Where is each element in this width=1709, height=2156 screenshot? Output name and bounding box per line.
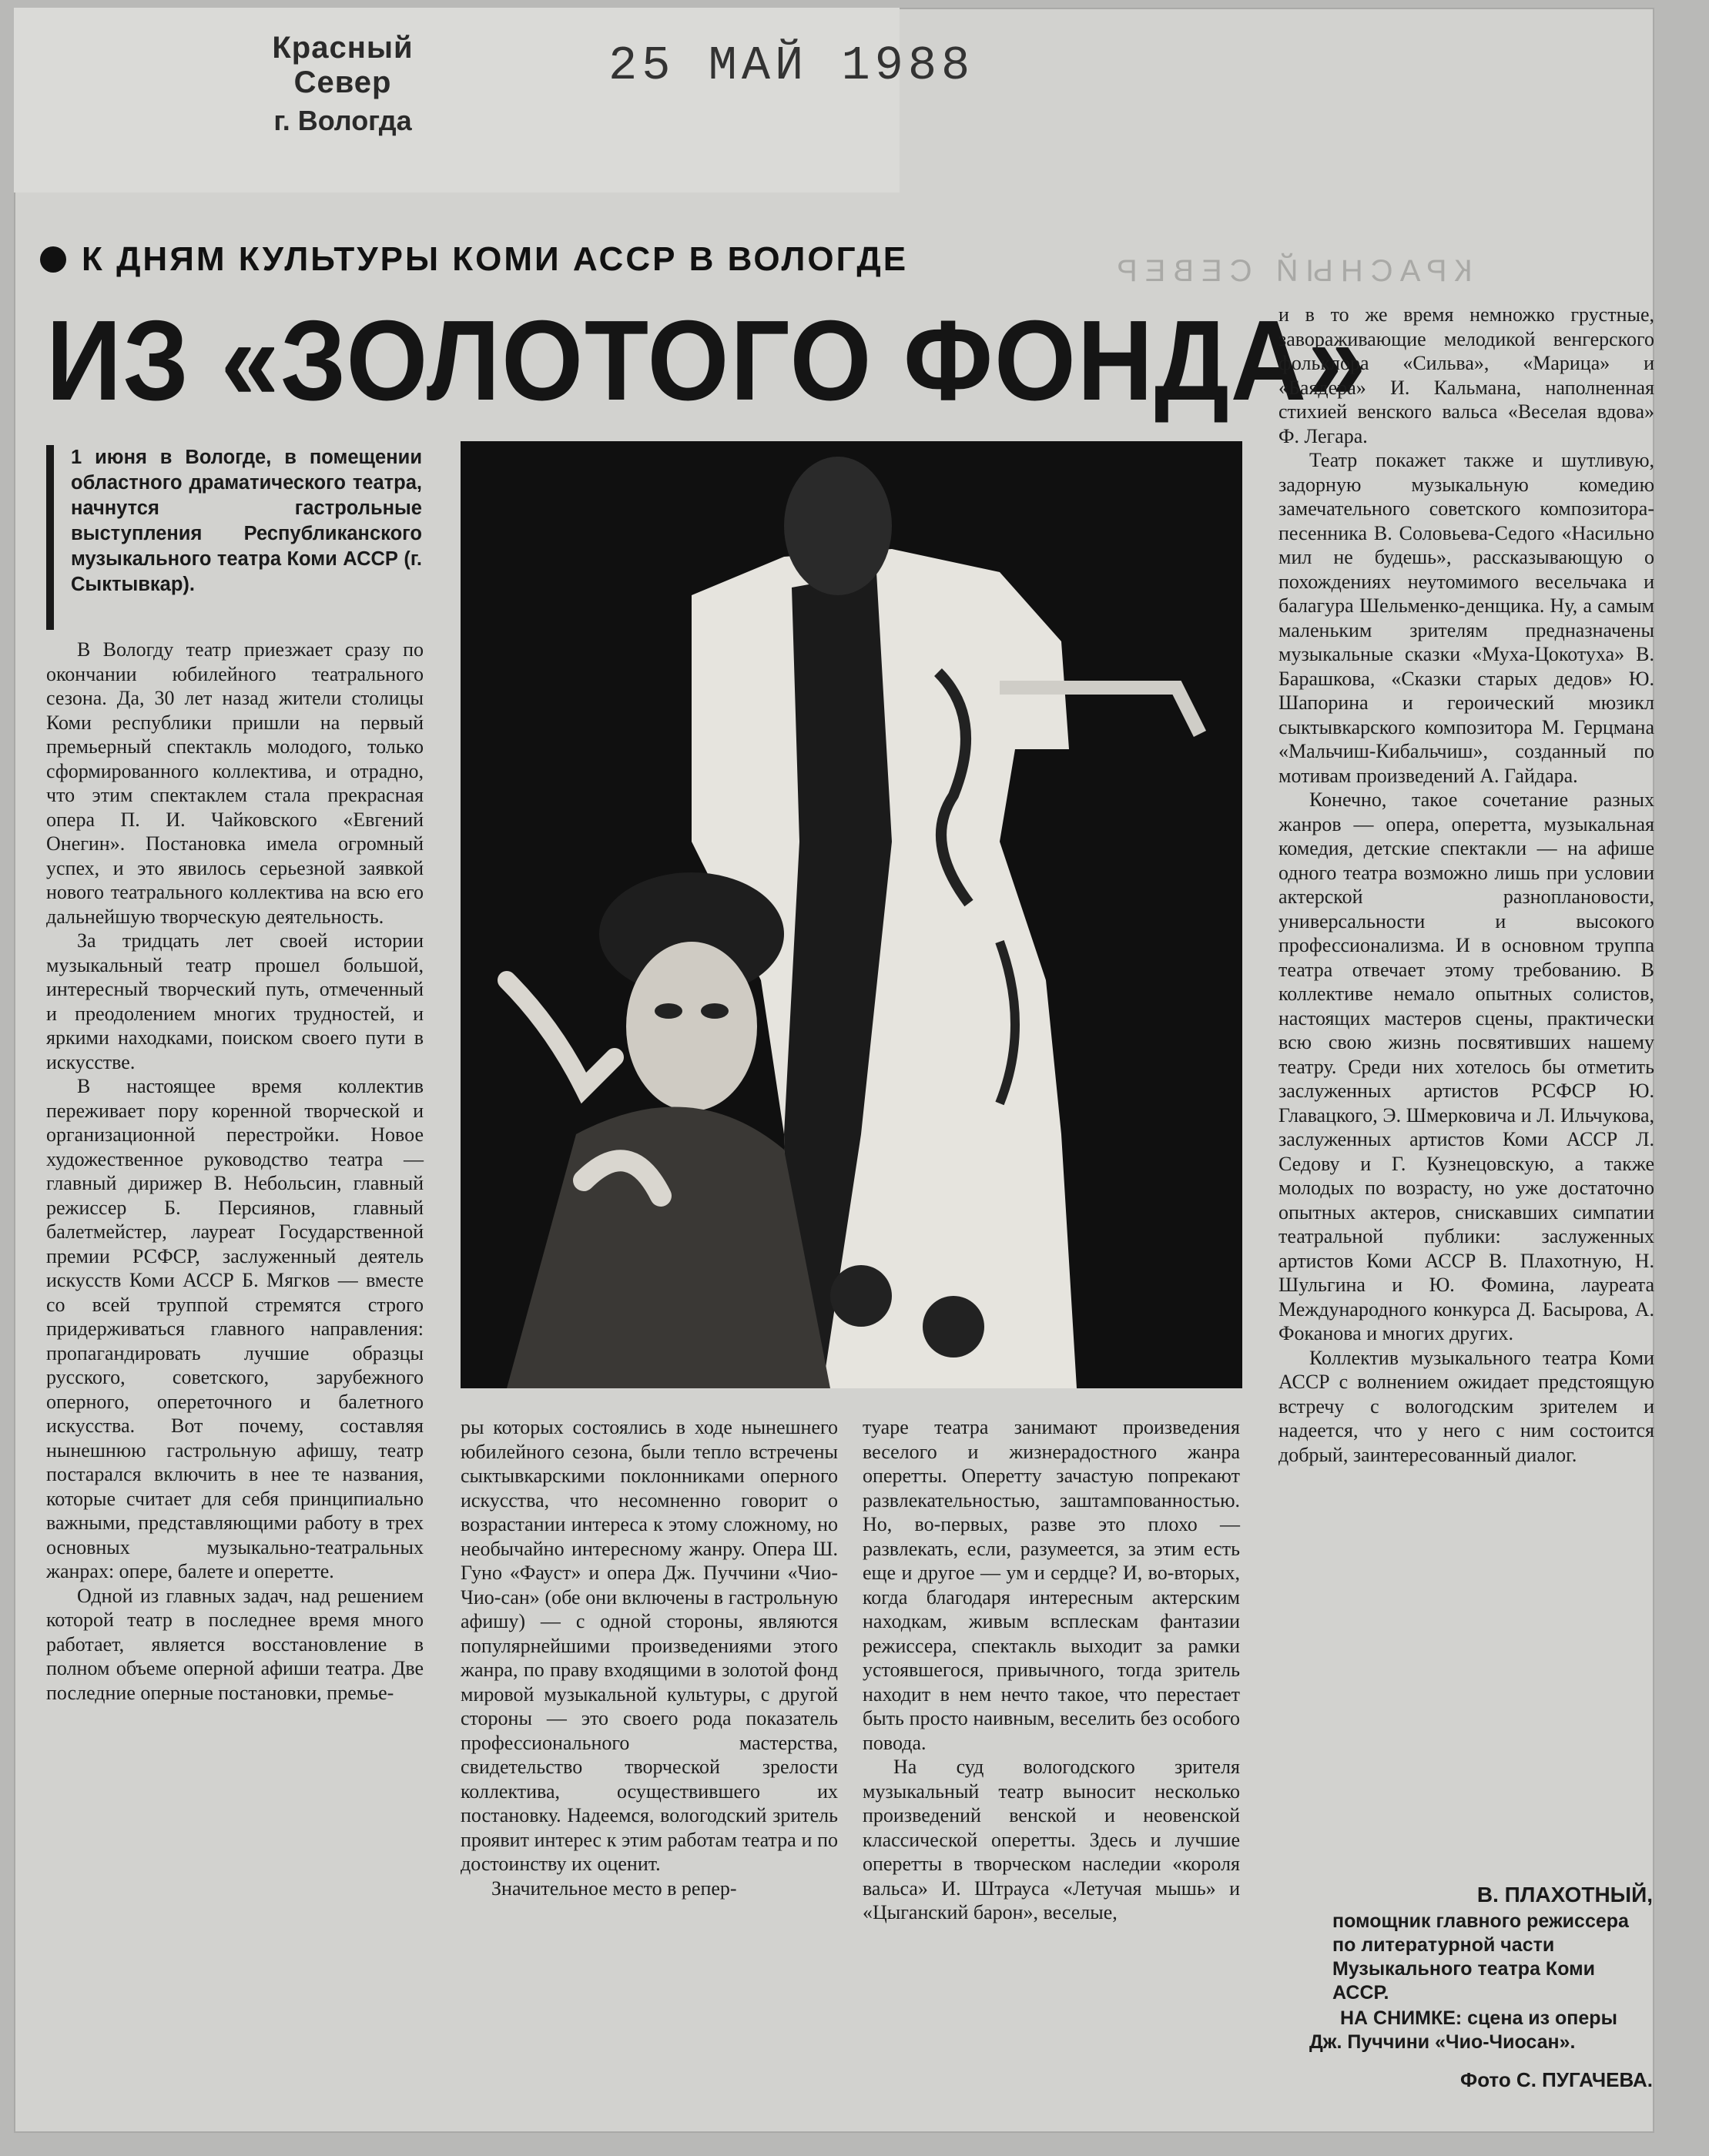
- stage-photo: [461, 441, 1242, 1388]
- bullet-icon: [40, 246, 66, 273]
- body-paragraph: В Вологду театр приезжает сразу по окончании юбилейного театрального сезона. Да, 30 лет назад жители столицы Коми республики пришли на первый премьерный спектакль молодого, только сформированного коллектива, и отрадно, что этим спектаклем стала прекрасная опера П. И. Чайковского «Евгений Онегин». Постановка имела огромный успех, и это явилось серьезной заявкой нового театрального коллектива на всю его дальнейшую творческую деятельность.: [46, 638, 424, 928]
- body-paragraph: Конечно, такое сочетание разных жанров — опера, оперетта, музыкальная комедия, детские спектакли — на афише одного театра возможно лишь при условии актерской разноплановости, универсальности и высокого профессионализма. И в основном труппа театра отвечает этому требованию. В коллективе немало опытных солистов, настоящих мастеров сцены, практически всю свою жизнь посвятивших нашему театру. Среди них хотелось бы отметить заслуженных артистов РСФСР Ю. Главацкого, Э. Шмерковича и Л. Ильчукова, заслуженных артистов Коми АССР Л. Седову и Г. Кузнецовскую, а также молодых по возрасту, но уже достаточно опытных актеров, снискавших симпатии театральной публики: заслуженных артистов Коми АССР В. Плахотную, Н. Шульгина и Ю. Фомина, лауреата Международного конкурса Д. Басырова, А. Фоканова и многих других.: [1278, 788, 1654, 1344]
- body-paragraph: Одной из главных задач, над решением которой театр в последнее время много работает, является восстановление в полном объеме оперной афиши театра. Две последние оперные постановки, премье-: [46, 1584, 424, 1704]
- article-column-4: [1278, 303, 1654, 1467]
- body-paragraph: Значительное место в репер-: [491, 1876, 737, 1900]
- masthead: [227, 31, 458, 137]
- body-paragraph: Театр покажет также и шутливую, задорную музыкальную комедию замечательного советского композитора-песенника В. Соловьева-Седого «Насильно мил не будешь», рассказывающую о похождениях неутомимого весельчака и балагура Шельменко-денщика. Ну, а самым маленьким зрителям предназначены музыкальные сказки «Муха-Цокотуха» В. Барашкова, «Сказки старых дедов» Ю. Шапорина и героический мюзикл сыктывкарского композитора М. Герцмана «Мальчиш-Кибальчиш», созданный по мотивам произведений А. Гайдара.: [1278, 449, 1654, 787]
- body-paragraph: На суд вологодского зрителя музыкальный театр выносит несколько произведений венской и неовенской классической оперетты. Здесь и лучшие оперетты в творческом наследии «короля вальса» И. Штрауса «Летучая мышь» и «Цыганский барон», веселые,: [863, 1756, 1240, 1923]
- author-name: В. ПЛАХОТНЫЙ,: [1476, 1883, 1653, 1907]
- newspaper-city: г. Вологда: [273, 105, 412, 136]
- body-paragraph: и в то же время немножко грустные, завораживающие мелодикой венгерского фольклора «Сильва», «Марица» и «Баядера» И. Кальмана, наполненная стихией венского вальса «Веселая вдова» Ф. Легара.: [1278, 303, 1654, 447]
- article-column-2: [461, 1415, 838, 1900]
- body-paragraph: За тридцать лет своей истории музыкальный театр прошел большой, интересный творческий путь, отмеченный и преодолением многих трудностей, и яркими находками, поиском своего пути в искусстве.: [46, 929, 424, 1073]
- author-role: помощник главного режиссера по литературной части Музыкального театра Коми АССР.: [1332, 1910, 1629, 2004]
- date-stamp: 25 МАЙ 1988: [608, 38, 975, 93]
- photo-credit: Фото С. ПУГАЧЕВА.: [1460, 2068, 1653, 2091]
- article-column-3: [863, 1415, 1240, 1925]
- lead-paragraph: 1 июня в Вологде, в помещении областного драматического театра, начнутся гастрольные выступления Республиканского музыкального театра Коми АССР (г. Сыктывкар).: [46, 445, 422, 630]
- rubric: [40, 240, 908, 279]
- body-paragraph: туаре театра занимают произведения веселого и жизнерадостного жанра оперетты. Оперетту зачастую попрекают развлекательностью, заштампованностью. Но, во-первых, разве это плохо — развлекать, если, разумеется, за этим есть еще и другое — ум и сердце? И, во-вторых, когда благодаря интересным актерским находкам, живым всплескам фантазии режиссера, спектакль выходит за рамки устоявшегося, привычного, тогда зритель находит в нем нечто такое, что перестает быть просто наивным, веселить без особого повода.: [863, 1416, 1240, 1754]
- body-paragraph: ры которых состоялись в ходе нынешнего юбилейного сезона, были тепло встречены сыктывкарскими поклонниками оперного искусства, что несомненно говорит о возрастании интереса к этому сложному, но необычайно интересному жанру. Опера Ш. Гуно «Фауст» и опера Дж. Пуччини «Чио-Чио-сан» (обе они включены в гастрольную афишу) — с одной стороны, являются популярнейшими произведениями этого жанра, по праву входящими в золотой фонд мировой музыкальной культуры, с другой стороны — это своего рода показатель профессионального мастерства, свидетельство творческой зрелости коллектива, осуществившего их постановку. Надеемся, вологодский зритель проявит интерес к этим работам театра и по достоинству их оценит.: [461, 1416, 838, 1875]
- body-paragraph: В настоящее время коллектив переживает пору коренной творческой и организационной перестройки. Новое художественное руководство театра — главный дирижер В. Небольсин, главный режиссер Б. Персиянов, главный балетмейстер, лауреат Государственной премии РСФСР, заслуженный деятель искусств Коми АССР Б. Мягков — вместе со всей труппой стремятся строго придерживаться главного направления: пропагандировать лучшие образцы русского, советского, зарубежного оперного, опереточного и балетного искусства. Вот почему, составляя нынешнюю гастрольную афишу, театр постарался включить в нее те названия, которые считает для себя принципиально важными, представляющими работу в трех основных музыкально-театральных жанрах: опере, балете и оперетте.: [46, 1075, 424, 1582]
- photo-caption: НА СНИМКЕ: сцена из оперы Дж. Пуччини «Чио-Чиосан».: [1309, 2007, 1617, 2053]
- byline: [1309, 1883, 1653, 2092]
- rubric-text: К ДНЯМ КУЛЬТУРЫ КОМИ АССР В ВОЛОГДЕ: [82, 240, 909, 278]
- headline: ИЗ «ЗОЛОТОГО ФОНДА»: [46, 297, 1368, 424]
- article-column-1: [46, 638, 424, 1705]
- newspaper-name: Красный Север: [272, 31, 414, 99]
- body-paragraph: Коллектив музыкального театра Коми АССР с волнением ожидает предстоящую встречу с вологодским зрителем и надеется, что у него с ним состоится добрый, заинтересованный диалог.: [1278, 1346, 1654, 1466]
- opera-scene-illustration: [461, 441, 1242, 1388]
- show-through-text: КРАСНЫЙ СЕВЕР: [1109, 254, 1473, 288]
